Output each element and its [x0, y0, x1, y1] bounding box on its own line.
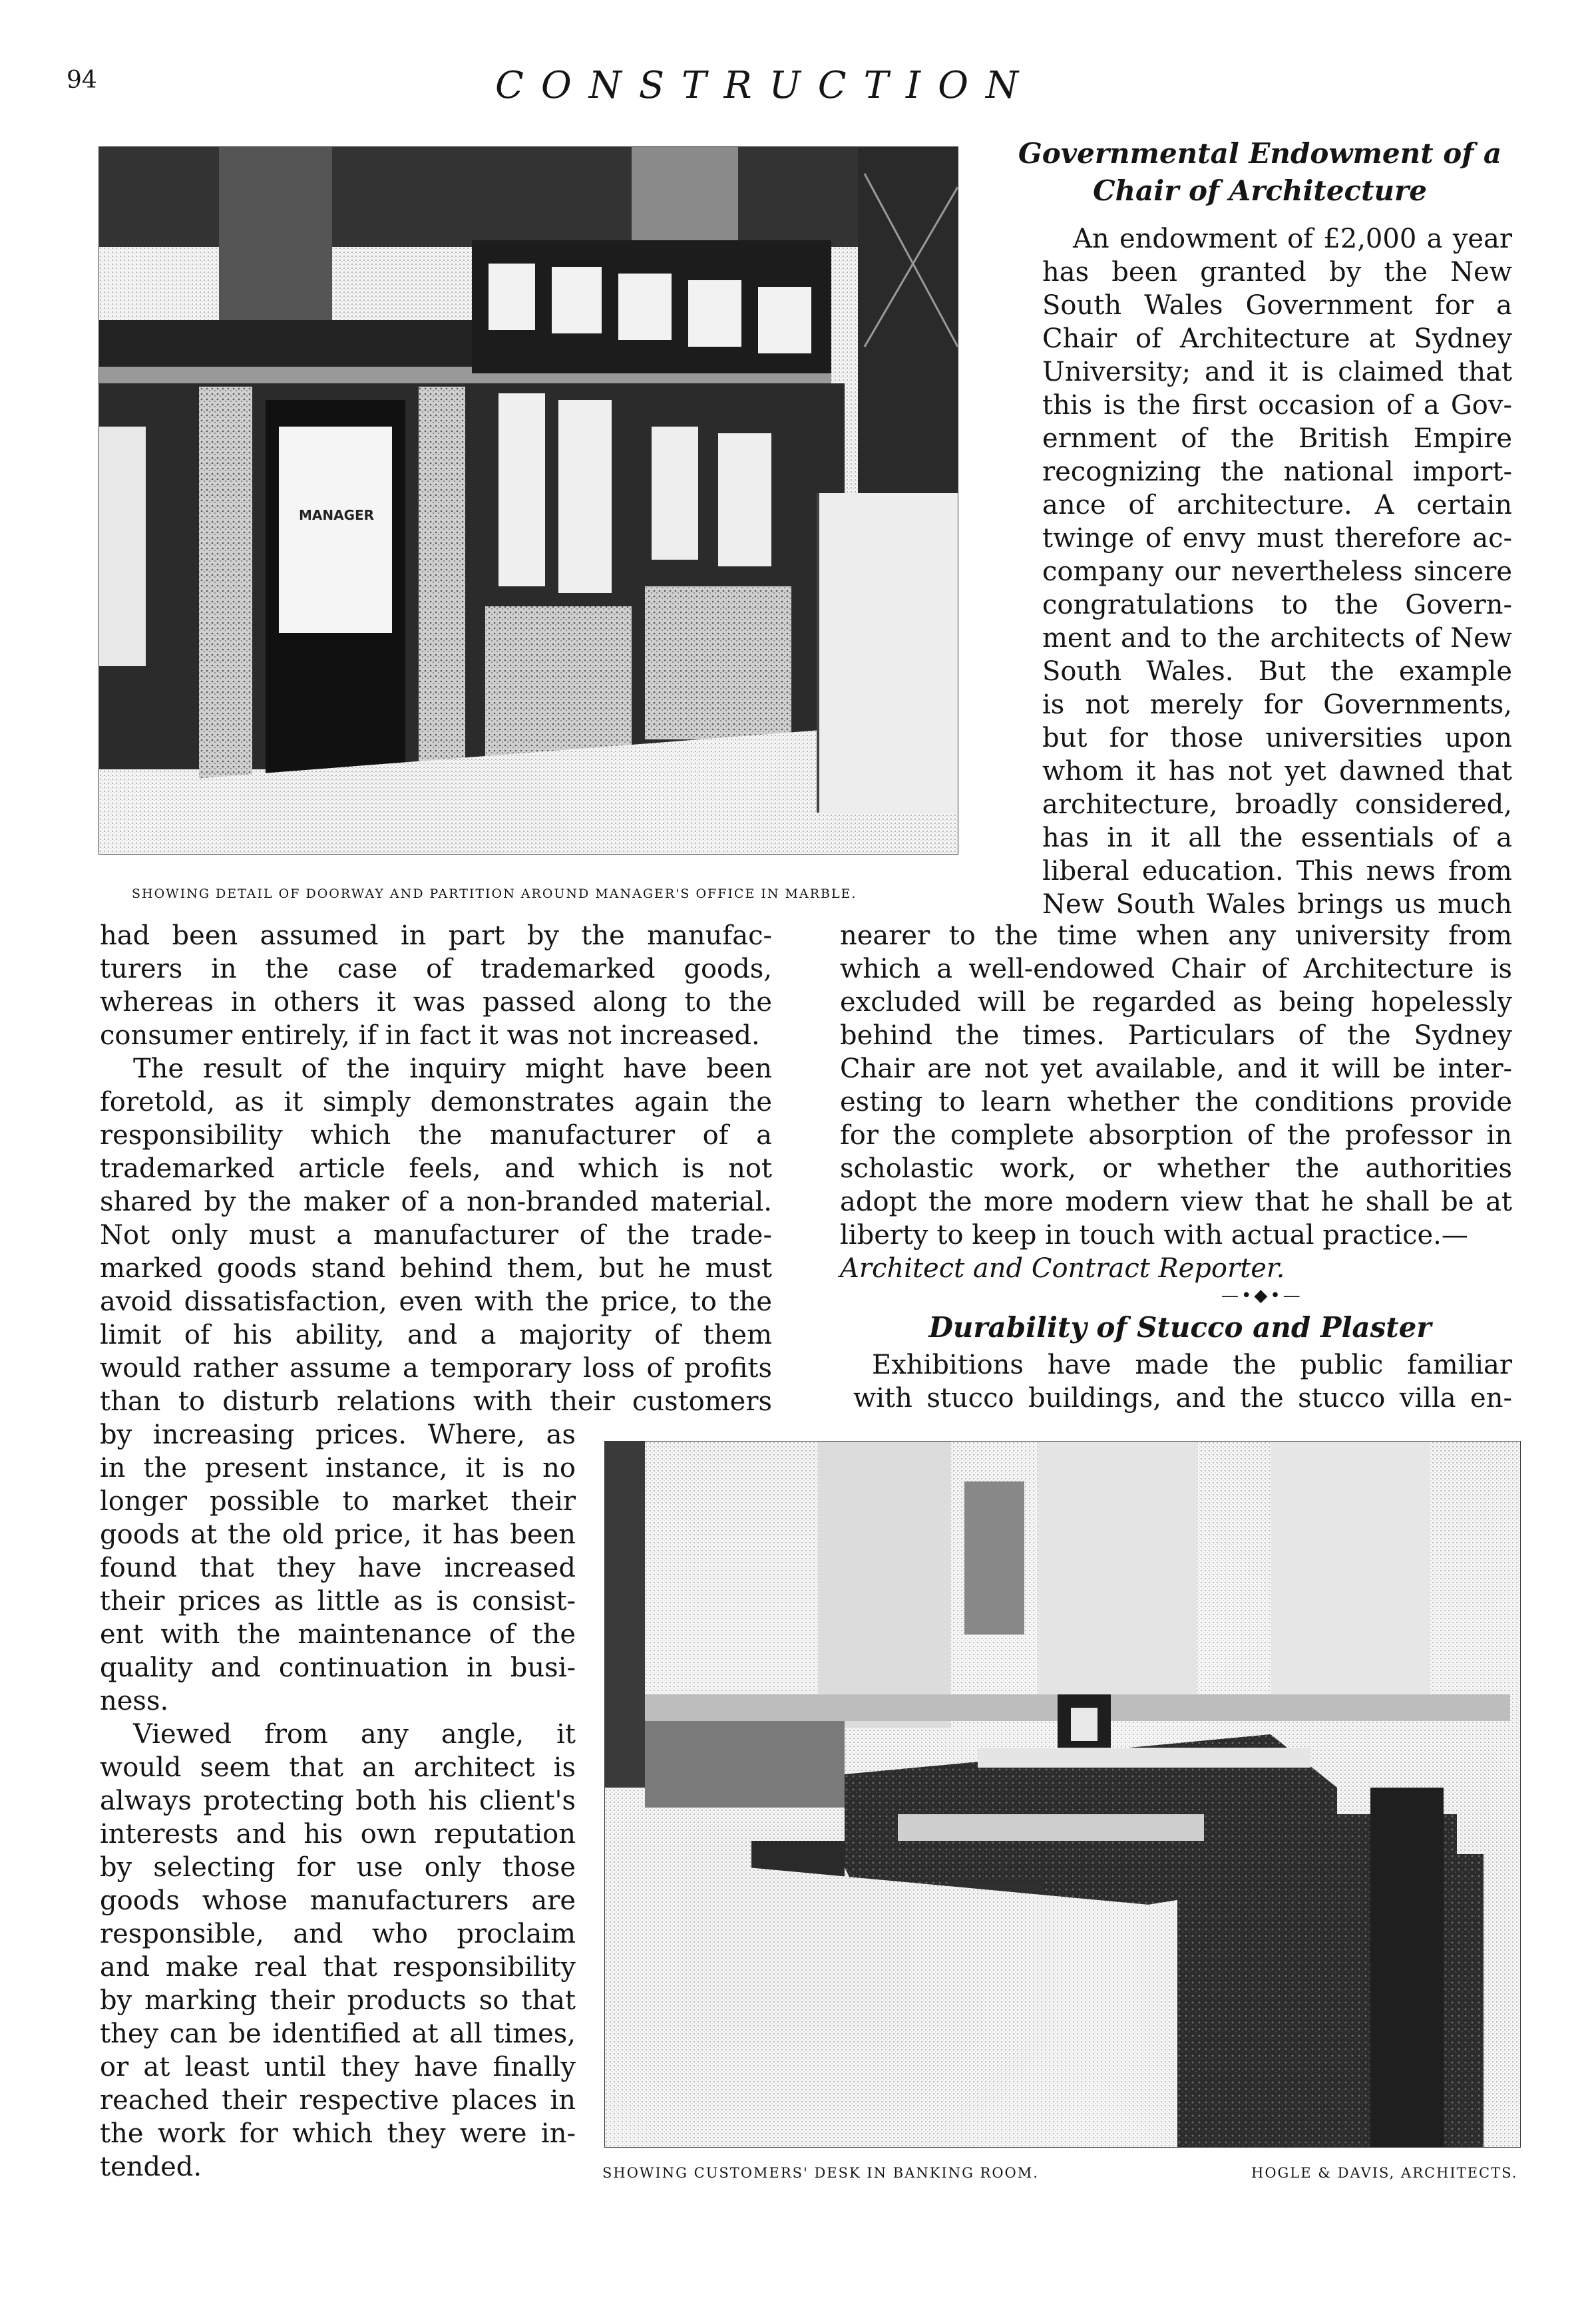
text-line: Chair are not yet available, and it will be inter- — [840, 1054, 1512, 1084]
text-line: has in it all the essentials of a — [1042, 823, 1512, 853]
text-line: their prices as little as is consist- — [100, 1586, 576, 1617]
text-line: architecture, broadly considered, — [1042, 789, 1512, 820]
text-line: the work for which they were in- — [100, 2118, 576, 2149]
text-line: ance of architecture. A certain — [1042, 490, 1512, 520]
text-line: has been granted by the New — [1042, 257, 1512, 288]
text-line: by selecting for use only those — [100, 1852, 576, 1883]
text-line: whom it has not yet dawned that — [1042, 756, 1512, 787]
text-line: for the complete absorption of the professor in — [840, 1120, 1512, 1151]
text-line: this is the first occasion of a Gov- — [1042, 390, 1512, 421]
page-number: 94 — [67, 67, 97, 94]
text-line: Viewed from any angle, it — [133, 1719, 576, 1750]
text-line: Not only must a manufacturer of the trade- — [100, 1220, 772, 1251]
article-heading-endowment-line2: Chair of Architecture — [1093, 174, 1427, 207]
text-line: turers in the case of trademarked goods, — [100, 954, 772, 984]
text-line: company our nevertheless sincere — [1042, 556, 1512, 587]
text-line: behind the times. Particulars of the Sydney — [840, 1020, 1512, 1051]
text-line: interests and his own reputation — [100, 1819, 576, 1849]
text-line: limit of his ability, and a majority of them — [100, 1320, 772, 1350]
text-line: than to disturb relations with their customers — [100, 1386, 772, 1417]
text-line: responsible, and who proclaim — [100, 1919, 576, 1949]
text-line: by marking their products so that — [100, 1985, 576, 2016]
text-line: adopt the more modern view that he shall be at — [840, 1187, 1512, 1217]
text-line: always protecting both his client's — [100, 1786, 576, 1816]
article-source: Architect and Contract Reporter. — [840, 1253, 1285, 1284]
manager-sign: MANAGER — [299, 507, 375, 523]
text-line: which a well-endowed Chair of Architecture is — [840, 954, 1512, 984]
text-line: shared by the maker of a non-branded material. — [100, 1187, 772, 1217]
text-line: had been assumed in part by the manufac- — [100, 920, 772, 951]
text-line: recognizing the national import- — [1042, 457, 1512, 487]
text-line: goods whose manufacturers are — [100, 1885, 576, 1916]
text-line: longer possible to market their — [100, 1486, 576, 1517]
text-line: esting to learn whether the conditions provide — [840, 1087, 1512, 1117]
text-line: excluded will be regarded as being hopelessly — [840, 987, 1512, 1018]
section-divider-ornament: —•◆•— — [1221, 1286, 1303, 1306]
figure-caption-bottom: SHOWING CUSTOMERS' DESK IN BANKING ROOM. — [602, 2165, 1039, 2181]
text-line: trademarked article feels, and which is not — [100, 1153, 772, 1184]
text-line: found that they have increased — [100, 1553, 576, 1583]
text-line: An endowment of £2,000 a year — [1073, 224, 1512, 254]
text-line: is not merely for Governments, — [1042, 689, 1512, 720]
text-line: tended. — [100, 2152, 202, 2182]
text-line: nearer to the time when any university from — [840, 920, 1512, 951]
text-line: foretold, as it simply demonstrates again the — [100, 1087, 772, 1117]
text-line: ernment of the British Empire — [1042, 423, 1512, 454]
photo-manager-office — [99, 146, 958, 855]
text-line: ment and to the architects of New — [1042, 623, 1512, 654]
text-line: whereas in others it was passed along to the — [100, 987, 772, 1018]
text-line: South Wales. But the example — [1042, 656, 1512, 687]
text-line: in the present instance, it is no — [100, 1453, 576, 1483]
text-line: Exhibitions have made the public familiar — [872, 1350, 1512, 1380]
text-line: New South Wales brings us much — [1042, 889, 1512, 920]
text-line: would rather assume a temporary loss of profits — [100, 1353, 772, 1384]
text-line: but for those universities upon — [1042, 723, 1512, 753]
text-line: reached their respective places in — [100, 2085, 576, 2116]
text-line: or at least until they have finally — [100, 2052, 576, 2082]
text-line: goods at the old price, it has been — [100, 1519, 576, 1550]
text-line: University; and it is claimed that — [1042, 357, 1512, 387]
photo-customers-desk — [604, 1441, 1521, 2148]
text-line: consumer entirely, if in fact it was not increased. — [100, 1020, 760, 1051]
text-line: would seem that an architect is — [100, 1752, 576, 1783]
text-line: ness. — [100, 1686, 169, 1716]
figure-credit-bottom: HOGLE & DAVIS, ARCHITECTS. — [1251, 2165, 1518, 2181]
text-line: they can be identified at all times, — [100, 2019, 576, 2049]
text-line: and make real that responsibility — [100, 1952, 576, 1983]
text-line: ent with the maintenance of the — [100, 1619, 576, 1650]
text-line: responsibility which the manufacturer of a — [100, 1120, 772, 1151]
text-line: marked goods stand behind them, but he must — [100, 1253, 772, 1284]
text-line: The result of the inquiry might have been — [133, 1054, 772, 1084]
text-line: congratulations to the Govern- — [1042, 590, 1512, 620]
running-title: CONSTRUCTION — [495, 64, 1036, 107]
text-line: by increasing prices. Where, as — [100, 1420, 576, 1450]
text-line: liberal education. This news from — [1042, 856, 1512, 886]
text-line: South Wales Government for a — [1042, 290, 1512, 321]
text-line: twinge of envy must therefore ac- — [1042, 523, 1512, 554]
text-line: scholastic work, or whether the authorities — [840, 1153, 1512, 1184]
text-line: Chair of Architecture at Sydney — [1042, 323, 1512, 354]
text-line: avoid dissatisfaction, even with the price, to the — [100, 1286, 772, 1317]
figure-caption-top: SHOWING DETAIL OF DOORWAY AND PARTITION AROUND MANAGER'S OFFICE IN MARBLE. — [132, 886, 857, 901]
text-line: liberty to keep in touch with actual practice.— — [840, 1220, 1468, 1251]
text-line: with stucco buildings, and the stucco villa en- — [853, 1383, 1512, 1414]
article-heading-endowment-line1: Governmental Endowment of a — [1018, 137, 1502, 170]
article-heading-stucco: Durability of Stucco and Plaster — [928, 1311, 1432, 1344]
text-line: quality and continuation in busi- — [100, 1652, 576, 1683]
